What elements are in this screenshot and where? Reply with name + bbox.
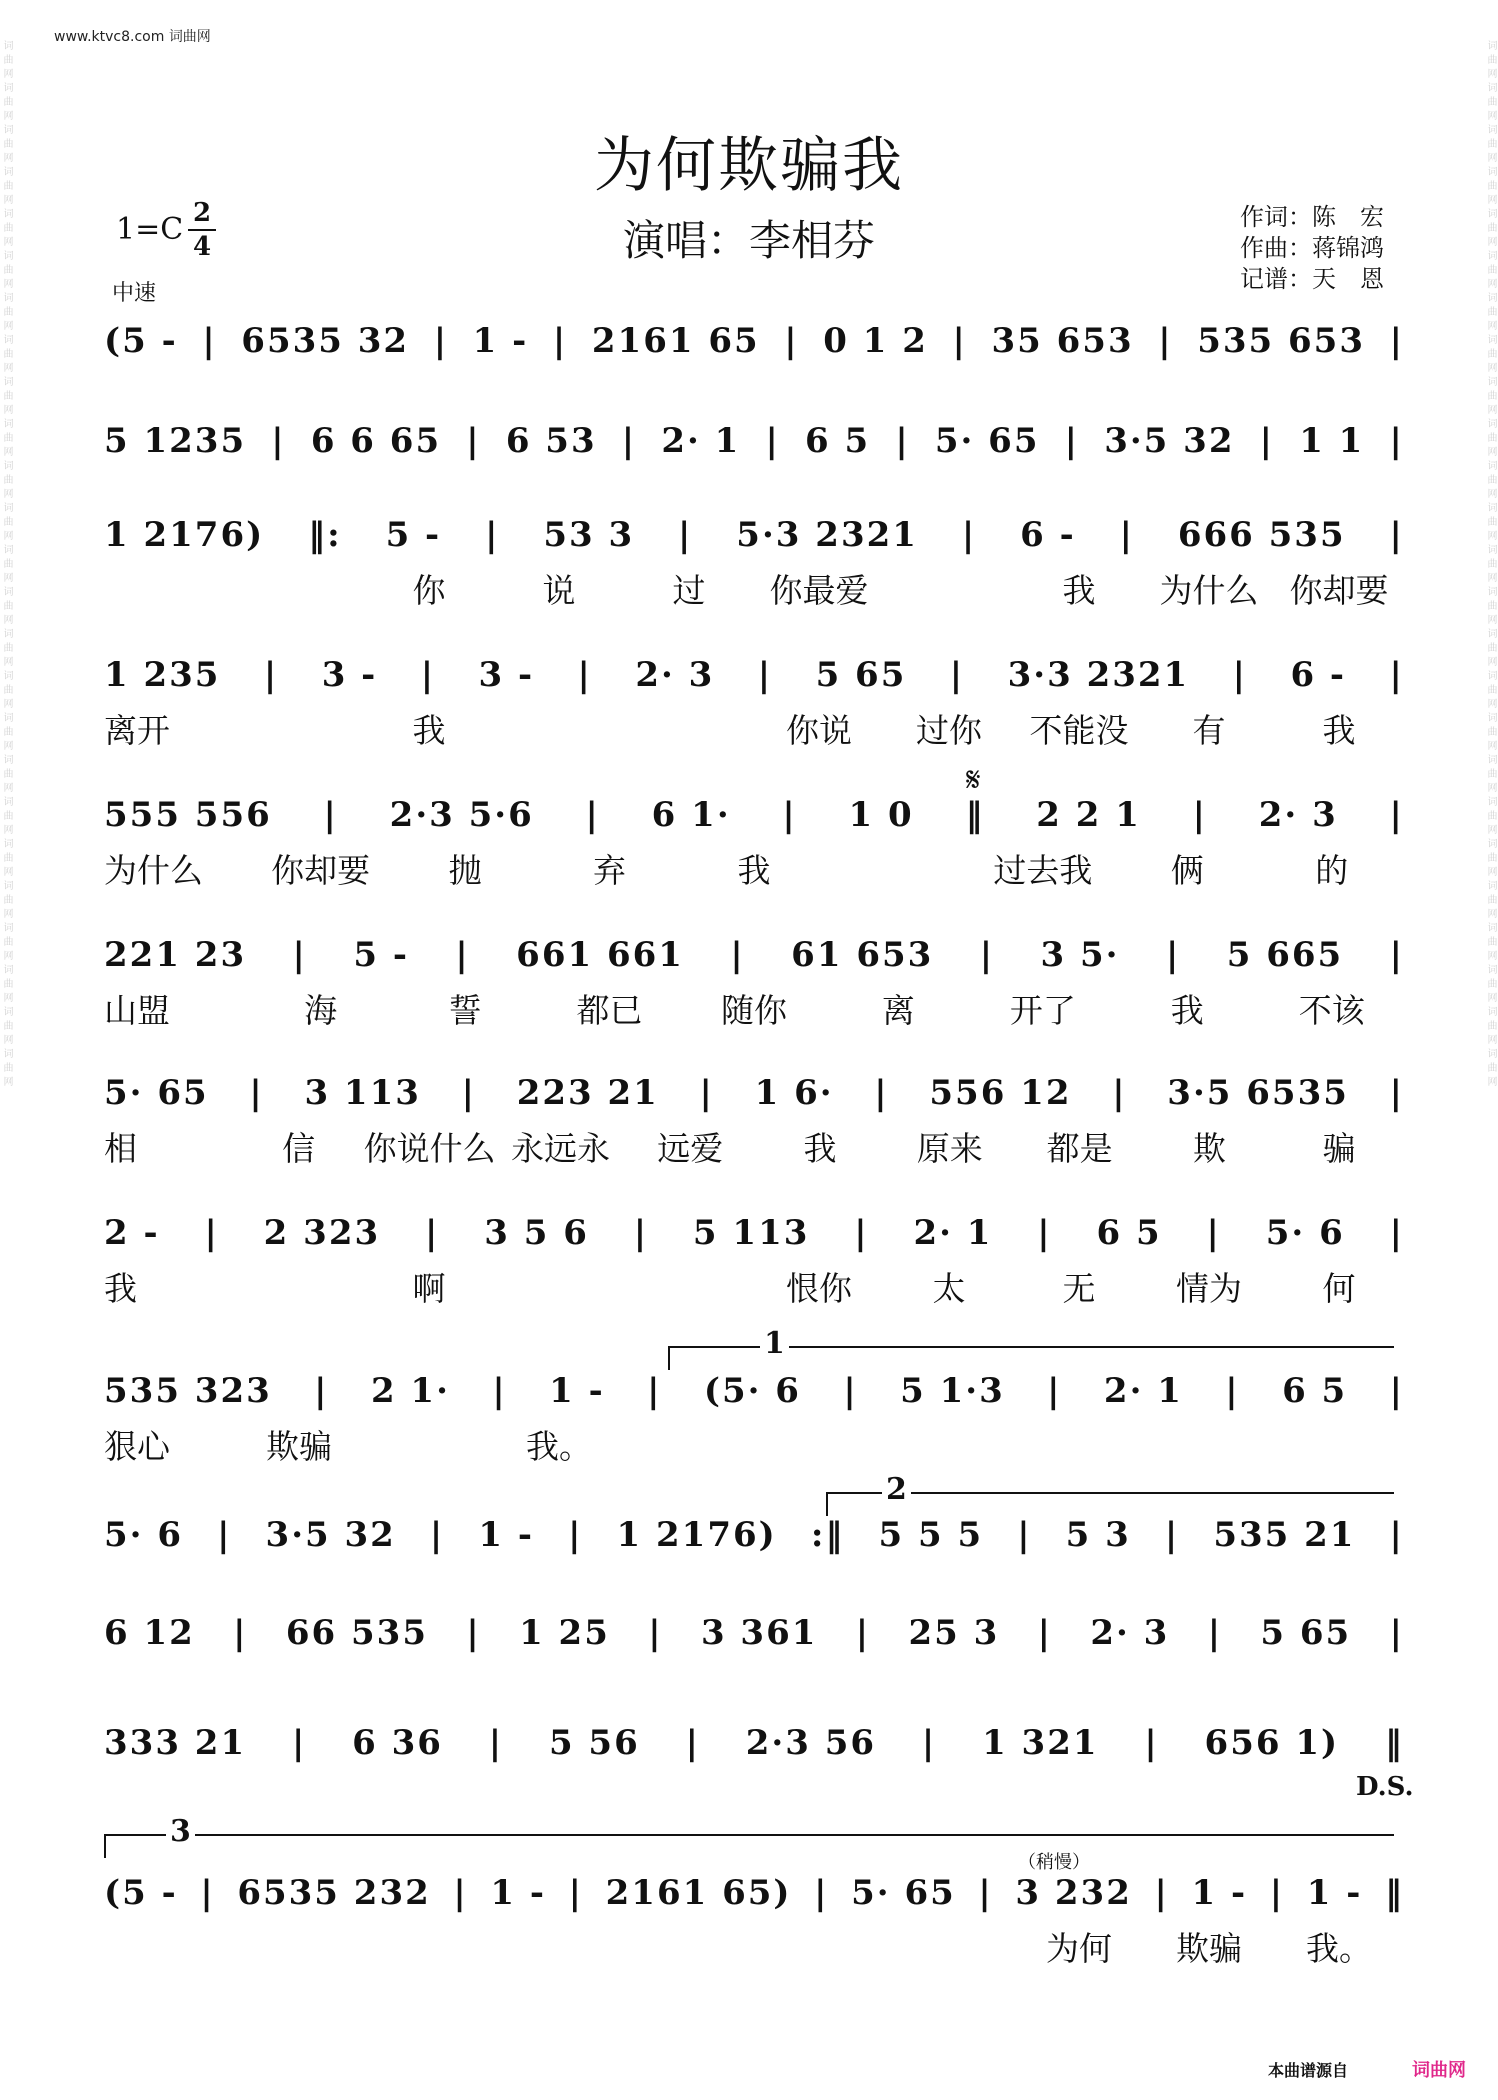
- notation-line: [104, 1610, 1404, 1656]
- barline: |: [204, 1213, 219, 1253]
- measure: 1 321: [982, 1723, 1099, 1763]
- barline: |: [782, 795, 797, 835]
- notation-line: [104, 512, 1404, 558]
- lyric-word: 俩: [1170, 850, 1204, 890]
- barline: |: [757, 655, 773, 695]
- measure: 2·3 5·6: [389, 795, 534, 835]
- measure: 1 2176): [104, 515, 265, 555]
- barline: |: [895, 421, 910, 461]
- barline: |: [1232, 655, 1248, 695]
- barline: |: [961, 515, 977, 555]
- lyric-word: 过去我: [993, 850, 1093, 890]
- barline: |: [1389, 421, 1404, 461]
- barline: |: [323, 795, 338, 835]
- measure: 6 5: [805, 421, 871, 461]
- lyric-word: 欺: [1192, 1128, 1226, 1168]
- side-watermark-right: 词曲网词曲网词曲网词曲网词曲网词曲网词曲网词曲网词曲网词曲网词曲网词曲网词曲网词曲网词曲网词曲网词曲网词曲网词曲网词曲网词曲网词曲网词曲网词曲网词曲网: [1485, 40, 1496, 1090]
- barline: |: [952, 321, 967, 361]
- lyric-word: 欺骗: [266, 1426, 332, 1466]
- lyric-word: 誓: [448, 990, 482, 1030]
- measure: 6535 32: [241, 321, 410, 361]
- measure: 5 -: [385, 515, 442, 555]
- measure: 556 12: [929, 1073, 1072, 1113]
- barline: |: [1037, 1613, 1052, 1653]
- barline: |: [1192, 795, 1207, 835]
- measure: 535 21: [1213, 1515, 1356, 1555]
- lyric-word: 你却要: [1289, 570, 1389, 610]
- measure: 6535 232: [237, 1873, 431, 1913]
- lyric-word: 你说: [786, 710, 852, 750]
- measure: 5·3 2321: [736, 515, 918, 555]
- barline: |: [1389, 655, 1404, 695]
- measure: 1 235: [104, 655, 221, 695]
- lyric-line: [104, 1124, 1404, 1168]
- measure: 1 -: [1191, 1873, 1248, 1913]
- measure: 6 36: [352, 1723, 443, 1763]
- lyric-word: 不能没: [1029, 710, 1129, 750]
- barline: |: [1158, 321, 1173, 361]
- barline: |: [699, 1073, 714, 1113]
- lyric-word: 你说什么: [363, 1128, 496, 1168]
- measure: 5 1235: [104, 421, 247, 461]
- barline: |: [577, 655, 592, 695]
- measure: 2· 3: [1090, 1613, 1170, 1653]
- lyric-line: [104, 566, 1404, 610]
- footer-brand-logo[interactable]: 词曲网: [1412, 2060, 1466, 2081]
- measure: 1 -: [490, 1873, 546, 1913]
- barline: |: [429, 1515, 445, 1555]
- lyric-word: 永远永: [510, 1128, 610, 1168]
- measure: 3 232: [1015, 1873, 1132, 1913]
- notation-line: [104, 1210, 1404, 1256]
- lyric-word: 说: [542, 570, 576, 610]
- lyric-word: 为什么: [1159, 570, 1259, 610]
- site-url[interactable]: www.ktvc8.com 词曲网: [54, 29, 211, 45]
- measure: 3·5 32: [265, 1515, 396, 1555]
- key-signature: 1=C: [116, 212, 184, 247]
- barline: |: [1389, 1371, 1404, 1411]
- lyric-word: 我。: [1306, 1928, 1372, 1968]
- measure: 3 -: [478, 655, 535, 695]
- barline: |: [648, 1613, 663, 1653]
- barline: |: [1064, 421, 1080, 461]
- barline: |: [921, 1723, 937, 1763]
- measure: (5 -: [104, 1873, 178, 1913]
- barline: |: [492, 1371, 507, 1411]
- barline: |: [455, 935, 470, 975]
- tempo-marking: 中速: [112, 281, 157, 306]
- barline: |: [1206, 1213, 1221, 1253]
- measure: 35 653: [991, 321, 1134, 361]
- transcriber: 记谱：天 恩: [1240, 265, 1384, 293]
- notation-line: [104, 418, 1404, 464]
- barline: |: [568, 1515, 583, 1555]
- measure: 661 661: [516, 935, 684, 975]
- measure: 5 1·3: [900, 1371, 1005, 1411]
- barline: |: [1112, 1073, 1127, 1113]
- barline: ‖: [965, 795, 985, 835]
- measure: (5· 6: [703, 1371, 801, 1411]
- lyric-word: 骗: [1322, 1128, 1356, 1168]
- measure: 3·5 32: [1104, 421, 1235, 461]
- barline: |: [314, 1371, 329, 1411]
- singer: 演唱：李相芬: [622, 216, 875, 265]
- barline: |: [1207, 1613, 1223, 1653]
- barline: |: [1259, 421, 1275, 461]
- barline: |: [200, 1873, 215, 1913]
- volta-bracket-3: [104, 1834, 1394, 1858]
- measure: 5· 6: [1265, 1213, 1345, 1253]
- barline: |: [843, 1371, 858, 1411]
- measure: 221 23: [104, 935, 247, 975]
- measure: 6 53: [505, 421, 597, 461]
- lyric-word: 我: [412, 710, 446, 750]
- lyric-word: 随你: [720, 990, 787, 1030]
- volta-number-3: 3: [166, 1814, 195, 1849]
- barline: |: [855, 1613, 871, 1653]
- barline: |: [1389, 515, 1404, 555]
- lyric-word: 无: [1062, 1268, 1096, 1308]
- measure: 0 1 2: [823, 321, 928, 361]
- barline: |: [292, 935, 307, 975]
- measure: 223 21: [516, 1073, 659, 1113]
- barline: |: [1269, 1873, 1285, 1913]
- measure: 6 5: [1096, 1213, 1162, 1253]
- measure: 333 21: [104, 1723, 247, 1763]
- barline: |: [678, 515, 693, 555]
- measure: 1 -: [478, 1515, 534, 1555]
- lyric-line: [104, 1924, 1404, 1968]
- lyric-word: 欺骗: [1176, 1928, 1242, 1968]
- lyric-line: [104, 1264, 1404, 1308]
- barline: |: [647, 1371, 662, 1411]
- measure: 3·5 6535: [1167, 1073, 1349, 1113]
- lyric-word: 我。: [526, 1426, 592, 1466]
- barline: |: [949, 655, 965, 695]
- barline: |: [1017, 1515, 1032, 1555]
- footer-source: 本曲谱源自: [1268, 2061, 1349, 2080]
- barline: |: [1389, 1213, 1404, 1253]
- barline: |: [1165, 935, 1181, 975]
- measure: 1 2176): [616, 1515, 777, 1555]
- lyric-word: 海: [304, 990, 338, 1030]
- barline: |: [466, 1613, 481, 1653]
- barline: |: [424, 1213, 440, 1253]
- barline: ‖: [1384, 1723, 1404, 1763]
- measure: 6 -: [1020, 515, 1076, 555]
- lyric-word: 离: [881, 990, 915, 1030]
- measure: 3 113: [304, 1073, 421, 1113]
- barline: |: [263, 655, 279, 695]
- meter-bottom: 4: [192, 232, 212, 262]
- measure: 2161 65: [591, 321, 760, 361]
- barline: |: [1389, 935, 1404, 975]
- notation-line: [104, 318, 1404, 364]
- measure: 666 535: [1177, 515, 1346, 555]
- measure: 3 -: [321, 655, 378, 695]
- barline: |: [854, 1213, 869, 1253]
- notation-line: [104, 1368, 1404, 1414]
- measure: 2· 3: [635, 655, 715, 695]
- barline: |: [1154, 1873, 1169, 1913]
- barline: |: [466, 421, 481, 461]
- measure: 3·3 2321: [1007, 655, 1190, 695]
- barline: |: [1047, 1371, 1062, 1411]
- lyric-word: 都是: [1046, 1128, 1113, 1168]
- barline: |: [488, 1723, 504, 1763]
- measure: 1 -: [549, 1371, 605, 1411]
- barline: |: [1225, 1371, 1240, 1411]
- barline: ‖: [1384, 1873, 1404, 1913]
- lyric-word: 你: [412, 570, 446, 610]
- measure: 66 535: [285, 1613, 428, 1653]
- lyric-word: 都已: [576, 990, 643, 1030]
- barline: |: [1389, 321, 1404, 361]
- measure: 2· 1: [913, 1213, 993, 1253]
- barline: |: [217, 1515, 232, 1555]
- time-signature: [188, 198, 216, 262]
- measure: 5· 65: [104, 1073, 209, 1113]
- measure: 535 653: [1197, 321, 1365, 361]
- measure: 1 0: [848, 795, 914, 835]
- measure: 5 -: [353, 935, 409, 975]
- barline: |: [979, 935, 995, 975]
- measure: 2161 65): [605, 1873, 792, 1913]
- lyric-word: 离开: [104, 710, 170, 750]
- measure: 6 5: [1282, 1371, 1348, 1411]
- measure: 1 25: [519, 1613, 610, 1653]
- measure: 1 -: [1306, 1873, 1363, 1913]
- credits: [1240, 202, 1384, 295]
- notation-line: [104, 1720, 1404, 1766]
- lyric-word: 何: [1322, 1268, 1356, 1308]
- measure: 5· 6: [104, 1515, 183, 1555]
- lyric-line: [104, 1422, 1404, 1466]
- lyric-word: 为什么: [104, 850, 203, 890]
- lyric-word: 开了: [1009, 990, 1076, 1030]
- measure: 2· 1: [1103, 1371, 1183, 1411]
- notation-line: [104, 932, 1404, 978]
- measure: 555 556: [104, 795, 272, 835]
- measure: 1 -: [472, 321, 529, 361]
- barline: :‖: [810, 1515, 845, 1555]
- notation-line: [104, 1870, 1404, 1916]
- barline: |: [1389, 795, 1404, 835]
- lyric-word: 恨你: [786, 1268, 852, 1308]
- lyric-word: 我: [1322, 710, 1356, 750]
- lyric-word: 过: [672, 570, 706, 610]
- lyric-word: 有: [1192, 710, 1226, 750]
- barline: |: [814, 1873, 829, 1913]
- lyric-word: 过你: [916, 710, 982, 750]
- barline: |: [420, 655, 436, 695]
- barline: |: [233, 1613, 248, 1653]
- measure: 5· 65: [851, 1873, 956, 1913]
- barline: |: [1389, 1613, 1404, 1653]
- lyric-word: 太: [932, 1268, 966, 1308]
- lyric-word: 远爱: [657, 1128, 724, 1168]
- measure: 61 653: [791, 935, 934, 975]
- measure: 2· 1: [661, 421, 741, 461]
- lyric-line: [104, 986, 1404, 1030]
- lyric-word: 的: [1315, 850, 1349, 890]
- measure: 3 5 6: [484, 1213, 589, 1253]
- barline: |: [1389, 1515, 1404, 1555]
- meter-top: 2: [192, 198, 212, 228]
- measure: 6 12: [104, 1613, 195, 1653]
- ritardando-marking: （稍慢）: [1018, 1852, 1090, 1873]
- measure: 2 -: [104, 1213, 160, 1253]
- lyric-word: 我: [737, 850, 771, 890]
- lyric-word: 弃: [593, 850, 627, 890]
- barline: |: [1164, 1515, 1180, 1555]
- barline: |: [271, 421, 286, 461]
- segno-sign: 𝄋: [966, 760, 981, 800]
- barline: |: [453, 1873, 468, 1913]
- barline: |: [633, 1213, 649, 1253]
- lyric-word: 原来: [916, 1128, 983, 1168]
- measure: (5 -: [104, 321, 178, 361]
- measure: 2·3 56: [745, 1723, 877, 1763]
- lyric-line: [104, 846, 1404, 890]
- lyric-word: 我: [1170, 990, 1204, 1030]
- measure: 53 3: [543, 515, 635, 555]
- measure: 5 65: [1260, 1613, 1352, 1653]
- measure: 5 113: [692, 1213, 810, 1253]
- measure: 5 5 5: [878, 1515, 984, 1555]
- measure: 6 6 65: [310, 421, 442, 461]
- measure: 535 323: [104, 1371, 272, 1411]
- notation-line: [104, 1512, 1404, 1558]
- lyric-word: 山盟: [104, 990, 170, 1030]
- measure: 5· 65: [934, 421, 1040, 461]
- lyric-word: 啊: [412, 1268, 446, 1308]
- lyric-word: 不该: [1298, 990, 1365, 1030]
- barline: |: [585, 795, 600, 835]
- measure: 2 2 1: [1036, 795, 1141, 835]
- measure: 3 5·: [1040, 935, 1120, 975]
- measure: 3 361: [700, 1613, 818, 1653]
- lyric-word: 为何: [1046, 1928, 1112, 1968]
- lyric-word: 信: [282, 1128, 316, 1168]
- volta-number-1: 1: [760, 1326, 789, 1361]
- notation-line: [104, 652, 1404, 698]
- measure: 25 3: [908, 1613, 1000, 1653]
- lyric-word: 我: [104, 1268, 137, 1308]
- measure: 5 3: [1065, 1515, 1131, 1555]
- barline: |: [552, 321, 568, 361]
- measure: 2· 3: [1258, 795, 1338, 835]
- composer: 作曲：蒋锦鸿: [1240, 234, 1384, 262]
- measure: 2 1·: [370, 1371, 450, 1411]
- barline: |: [730, 935, 745, 975]
- lyric-word: 你却要: [271, 850, 371, 890]
- song-title: 为何欺骗我: [594, 131, 904, 201]
- barline: |: [1144, 1723, 1159, 1763]
- lyric-word: 你最爱: [769, 570, 869, 610]
- barline: |: [461, 1073, 476, 1113]
- volta-number-2: 2: [882, 1472, 911, 1507]
- measure: 1 6·: [754, 1073, 834, 1113]
- barline: |: [568, 1873, 583, 1913]
- lyric-line: [104, 706, 1404, 750]
- barline: |: [685, 1723, 700, 1763]
- barline: |: [202, 321, 217, 361]
- barline: |: [249, 1073, 264, 1113]
- barline: |: [621, 421, 637, 461]
- measure: 5 665: [1226, 935, 1344, 975]
- measure: 5 65: [815, 655, 907, 695]
- lyric-word: 相: [104, 1128, 137, 1168]
- volta-bracket-2: [826, 1492, 1394, 1516]
- measure: 6 1·: [651, 795, 731, 835]
- lyric-word: 狠心: [104, 1426, 170, 1466]
- barline: |: [978, 1873, 993, 1913]
- lyric-word: 我: [803, 1128, 837, 1168]
- notation-line: [104, 792, 1404, 838]
- barline: |: [433, 321, 449, 361]
- side-watermark-left: 词曲网词曲网词曲网词曲网词曲网词曲网词曲网词曲网词曲网词曲网词曲网词曲网词曲网词曲网词曲网词曲网词曲网词曲网词曲网词曲网词曲网词曲网词曲网词曲网词曲网: [1, 40, 12, 1090]
- ds-marking: D.S.: [1356, 1772, 1414, 1802]
- barline: |: [485, 515, 500, 555]
- notation-line: [104, 1070, 1404, 1116]
- lyricist: 作词：陈 宏: [1240, 203, 1384, 231]
- lyric-word: 我: [1062, 570, 1096, 610]
- lyric-word: 情为: [1176, 1268, 1242, 1308]
- barline: |: [874, 1073, 889, 1113]
- barline: |: [765, 421, 780, 461]
- barline: |: [1389, 1073, 1404, 1113]
- measure: 2 323: [263, 1213, 381, 1253]
- lyric-word: 抛: [448, 850, 482, 890]
- measure: 656 1): [1204, 1723, 1340, 1763]
- measure: 6 -: [1290, 655, 1347, 695]
- barline: |: [291, 1723, 307, 1763]
- measure: 5 56: [548, 1723, 640, 1763]
- barline: ‖:: [308, 515, 342, 555]
- barline: |: [784, 321, 799, 361]
- barline: |: [1119, 515, 1134, 555]
- measure: 1 1: [1299, 421, 1365, 461]
- barline: |: [1037, 1213, 1052, 1253]
